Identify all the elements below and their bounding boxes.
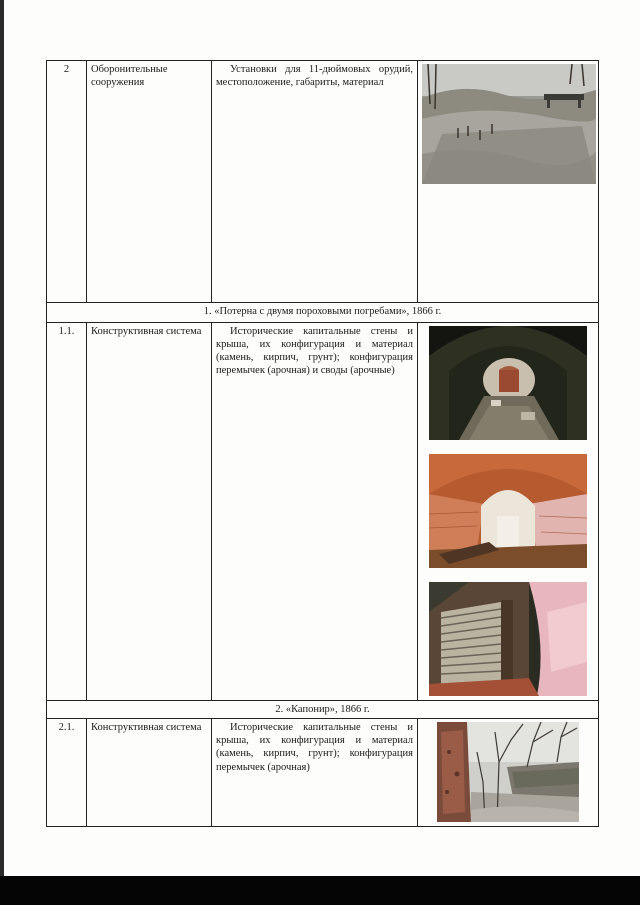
section-title: 2. «Капонир», 1866 г. xyxy=(47,701,599,719)
heritage-elements-table xyxy=(46,60,599,827)
magazine-door-photo xyxy=(429,582,587,696)
gun-emplacement-photo xyxy=(422,64,596,184)
postern-tunnel-photo xyxy=(429,326,587,440)
element-name: Конструктивная система xyxy=(87,323,212,701)
element-description: Исторические капитальные стены и крыша, их конфигурация и материал (камень, кирпич, грунт); конфигурация перемычек (арочная) и своды (арочные) xyxy=(212,323,418,701)
row-number: 2 xyxy=(47,61,87,303)
row-number: 2.1. xyxy=(47,719,87,827)
table-row xyxy=(47,61,599,303)
photo-cell xyxy=(418,61,599,303)
photo-cell xyxy=(418,323,599,701)
element-name: Конструктивная система xyxy=(87,719,212,827)
table-row xyxy=(47,323,599,701)
caponier-ruins-photo xyxy=(437,722,579,822)
powder-magazine-vault-photo xyxy=(429,454,587,568)
element-description: Установки для 11-дюймовых орудий, местоположение, габариты, материал xyxy=(212,61,418,303)
table-row xyxy=(47,719,599,827)
row-number: 1.1. xyxy=(47,323,87,701)
section-row xyxy=(47,701,599,719)
scan-border xyxy=(0,876,640,905)
element-name: Оборонительные сооружения xyxy=(87,61,212,303)
section-row xyxy=(47,303,599,323)
photo-cell xyxy=(418,719,599,827)
scan-edge xyxy=(0,0,4,876)
section-title: 1. «Потерна с двумя пороховыми погребами», 1866 г. xyxy=(47,303,599,323)
element-description: Исторические капитальные стены и крыша, их конфигурация и материал (камень, кирпич, грунт); конфигурация перемычек (арочная) xyxy=(212,719,418,827)
